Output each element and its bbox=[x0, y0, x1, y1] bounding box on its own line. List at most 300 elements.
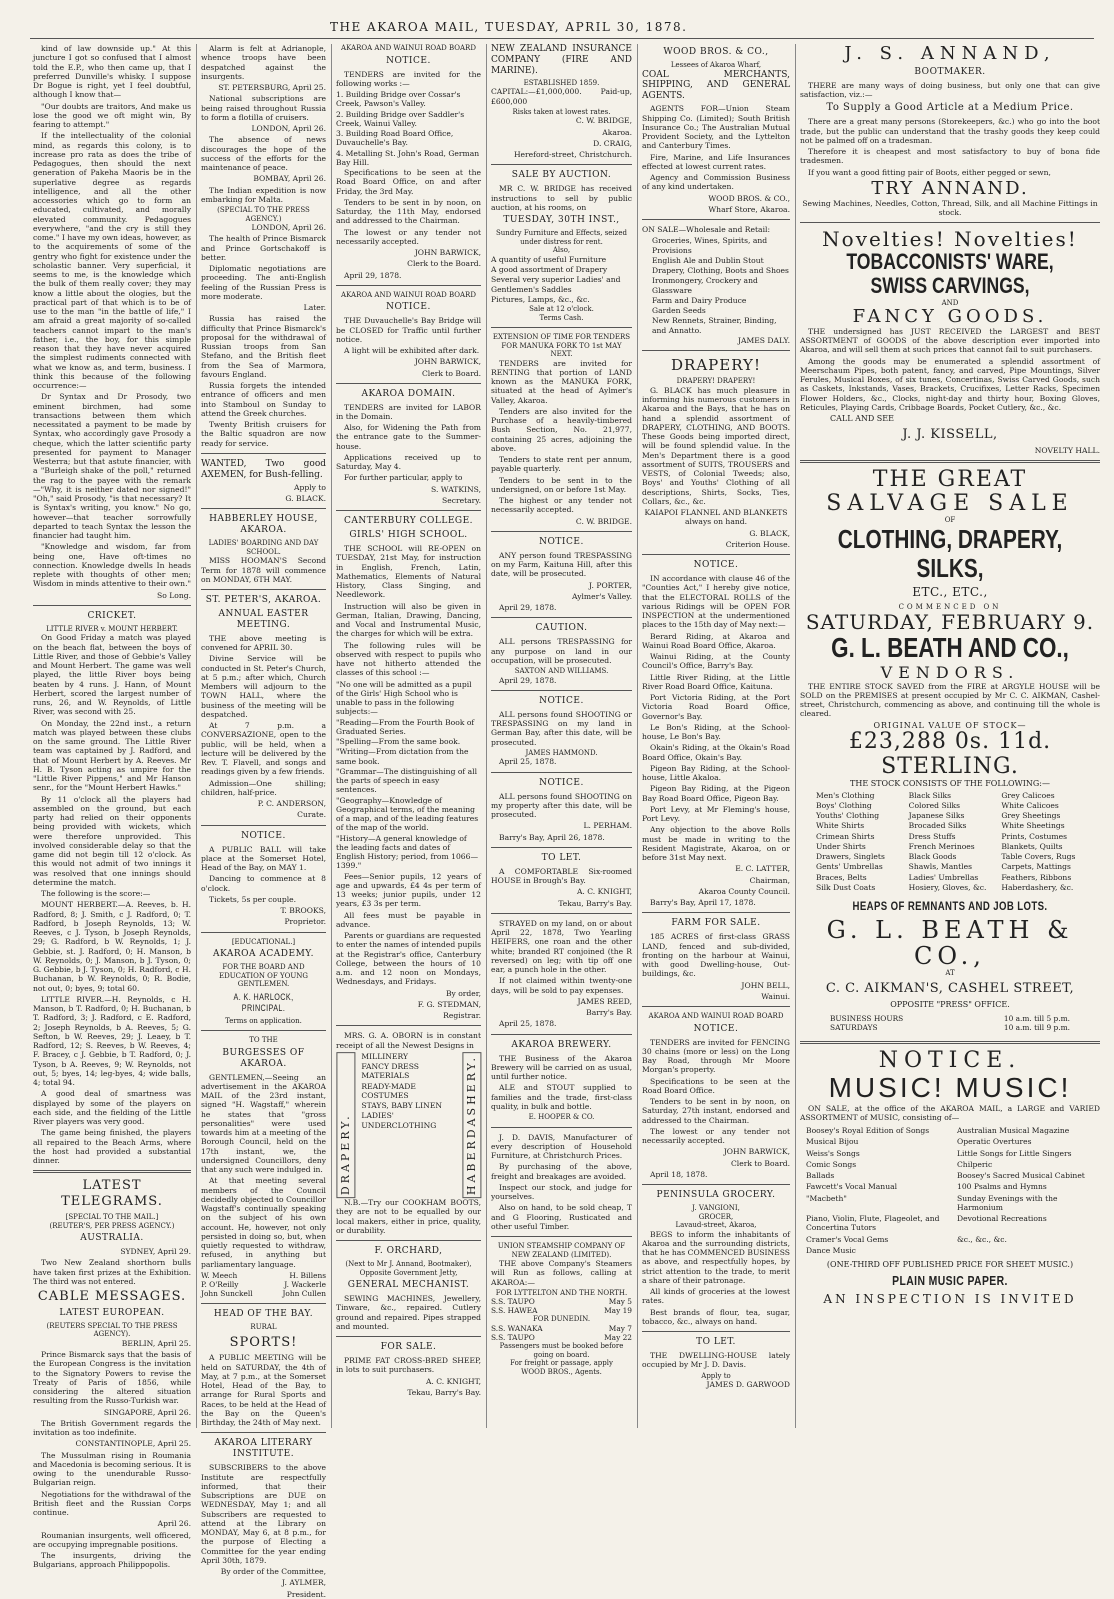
ad-text: ALL persons found SHOOTING or TRESPASSING on my land in German Bay, after this date, will be prosecuted. bbox=[491, 709, 632, 747]
stock-item: Haberdashery, &c. bbox=[1001, 882, 1074, 892]
inspection-heading: AN INSPECTION IS INVITED bbox=[823, 1291, 1077, 1306]
signatory-row bbox=[201, 1280, 326, 1289]
admission-rule: "Reading—From the Fourth Book of Graduated Series. bbox=[336, 717, 475, 736]
ad-text: The lowest or any tender not necessarily accepted. bbox=[336, 227, 481, 246]
fancy-goods-heading: FANCY GOODS. bbox=[852, 306, 1048, 328]
goods-item: English Ale and Dublin Stout bbox=[652, 255, 764, 265]
ad-text: Sundry Furniture and Effects, seized under distress for rent. bbox=[496, 229, 627, 246]
ad-text: At that meeting several members of the Council decidedly objected to Councillor Wagstaff's continually speaking on the subject of his own account. He, however, not only persisted in doing so, but, when quietly requested to withdraw, refused, in anything but parliamentary language. bbox=[201, 1176, 326, 1269]
signatory-name: John Cullen bbox=[282, 1288, 326, 1298]
ad-text: OF bbox=[944, 516, 956, 525]
ad-text: THE STOCK CONSISTS OF THE FOLLOWING:— bbox=[850, 778, 1050, 788]
ad-heading: AKAROA AND WAINUI ROAD BOARD bbox=[341, 44, 476, 52]
ad-text: THE Business of the Akaroa Brewery will be carried on as usual, until further notice. bbox=[491, 1053, 632, 1082]
stock-item: Blankets, Quilts bbox=[1001, 841, 1063, 851]
business-hours bbox=[800, 1010, 1100, 1036]
ad-text: ETC., ETC., bbox=[912, 585, 988, 600]
stock-item: White Sheetings bbox=[1001, 821, 1065, 831]
stock-item: Japanese Silks bbox=[908, 811, 965, 821]
ad-subheading: LADIES' BOARDING AND DAY SCHOOL. bbox=[208, 539, 319, 556]
divider bbox=[491, 772, 632, 773]
hours-row-cell: SATURDAYS bbox=[830, 1022, 878, 1032]
dateline: April 26. bbox=[157, 1519, 191, 1529]
haberdashery-vertical-label: HABERDASHERY. bbox=[462, 1052, 481, 1198]
tender-item: 2. Building Bridge over Saddler's Creek, Wainui Valley. bbox=[336, 109, 465, 128]
stock-item: Grey Sheetings bbox=[1001, 811, 1061, 821]
ad-headline: NEW ZEALAND INSURANCE COMPANY (FIRE AND MARINE). bbox=[491, 44, 632, 76]
sailing-row-cell: S.S. HAWEA bbox=[491, 1306, 538, 1316]
ad-text: Sewing Machines, Needles, Cotton, Thread, Silk, and all Machine Fittings in stock. bbox=[802, 198, 1098, 217]
divider bbox=[336, 383, 481, 384]
divider bbox=[336, 1025, 481, 1026]
music-item: Chilperic bbox=[957, 1159, 993, 1169]
signatory-name: J. Wackerle bbox=[284, 1279, 326, 1289]
ad-text: The lowest or any tender not necessarily accepted. bbox=[642, 1126, 790, 1146]
ad-text: BEGS to inform the inhabitants of Akaroa and the surrounding districts, that he has COMMENCED BUSINESS as above, and respectfully hopes, by strict attention to the trade, to merit a share of their patronage. bbox=[642, 1229, 790, 1285]
ad-text: Risks taken at lowest rates. bbox=[512, 107, 611, 116]
divider bbox=[33, 1170, 191, 1173]
special-label: [SPECIAL TO THE MAIL.] bbox=[65, 1212, 159, 1221]
ad-signature-role: Clerk to the Board. bbox=[407, 259, 481, 269]
riding-item: Pigeon Bay Riding, at the School-house, Little Akaloa. bbox=[642, 763, 790, 783]
ad-signature: JAMES REED, bbox=[577, 996, 632, 1006]
stock-item: Table Covers, Rugs bbox=[1001, 852, 1076, 862]
ad-date: April 25, 1878. bbox=[499, 757, 557, 767]
ad-text: For further particular, apply to bbox=[344, 473, 463, 483]
stock-item: White Shirts bbox=[816, 821, 865, 831]
news-item: The absence of news discourages the hope of the success of the efforts for the maintenance of peace. bbox=[201, 135, 326, 172]
ad-subheading: (Next to Mr J. Annand, Bootmaker), Opposite Government Jetty, bbox=[345, 1260, 472, 1277]
ad-signature: E. C. LATTER, bbox=[735, 864, 790, 874]
beath-heading: G. L. BEATH AND CO., bbox=[831, 632, 1069, 664]
goods-item: FANCY DRESS MATERIALS bbox=[361, 1062, 420, 1081]
ad-text: ANY person found TRESPASSING on my Farm, Kaituna Hill, after this date, will be prosecuted. bbox=[491, 550, 632, 579]
ad-date-line: TUESDAY, 30TH INST., bbox=[503, 215, 620, 226]
ad-signature: WOOD BROS. & CO., bbox=[708, 193, 790, 203]
divider bbox=[201, 932, 326, 933]
column-5 bbox=[639, 44, 793, 1428]
column-divider bbox=[486, 44, 487, 1428]
ad-text: Any objection to the above Rolls must be made in writing to the Resident Magistrate, Akaroa, on or before 31st May next. bbox=[642, 825, 790, 863]
ad-date: Barry's Bay, April 17, 1878. bbox=[650, 898, 756, 908]
ad-signature: C. W. BRIDGE. bbox=[575, 516, 632, 526]
music-item: Musical Bijou bbox=[806, 1137, 859, 1147]
ad-signature-role: Clerk to Board. bbox=[731, 1158, 790, 1168]
ad-text: THE above Company's Steamers will Run as follows, calling at AKAROA:— bbox=[491, 1259, 632, 1287]
divider bbox=[491, 913, 632, 914]
divider bbox=[336, 1336, 481, 1337]
great-heading: THE GREAT bbox=[872, 467, 1028, 493]
ad-date: Barry's Bay, April 26, 1878. bbox=[499, 832, 605, 842]
route-label: FOR LYTTELTON AND THE NORTH. bbox=[495, 1288, 628, 1297]
ad-location: Hereford-street, Christchurch. bbox=[513, 150, 632, 160]
music-item: Weiss's Songs bbox=[806, 1148, 860, 1158]
ad-heading: CANTERBURY COLLEGE. bbox=[343, 516, 474, 527]
ad-text: THE DWELLING-HOUSE lately occupied by Mr J. D. Davis. bbox=[642, 1351, 790, 1370]
stock-list bbox=[800, 789, 1100, 895]
ad-text: ALL persons TRESPASSING for any purpose on land in our occupation, will be prosecuted. bbox=[491, 637, 632, 665]
vendors-heading: VENDORS. bbox=[880, 663, 1020, 683]
music-item: Cramer's Vocal Gems bbox=[806, 1234, 889, 1244]
ad-subheading: Lessees of Akaroa Wharf, bbox=[670, 60, 762, 69]
ad-text: If you want a good fitting pair of Boots, either pegged or sewn, bbox=[808, 167, 1051, 177]
essay-signature: So Long. bbox=[157, 590, 191, 600]
sailing-row-cell: S.S. TAUPO bbox=[491, 1333, 535, 1343]
ad-text: PRIME FAT CROSS-BRED SHEEP, in lots to suit purchasers. bbox=[336, 1356, 481, 1375]
salvage-heading: SALVAGE SALE bbox=[826, 491, 1074, 517]
aikman-heading: C. C. AIKMAN'S, CASHEL STREET, bbox=[825, 981, 1075, 997]
goods-item: LADIES' UNDERCLOTHING bbox=[361, 1111, 437, 1130]
stock-item: Gents' Umbrellas bbox=[816, 862, 883, 872]
ad-signature-org: Akaroa County Council. bbox=[698, 886, 790, 896]
stock-item: Men's Clothing bbox=[816, 790, 875, 800]
ad-location: Wainui. bbox=[761, 991, 790, 1001]
stock-item: Under Shirts bbox=[816, 841, 866, 851]
cricket-paragraph: The following is the score:— bbox=[41, 889, 151, 898]
cricket-paragraph: LITTLE RIVER.—H. Reynolds, c H. Manson, b T. Radford, 0; H. Buchanan, b T. Radford, 3; J. Radford, c E. Radford, 2; Joseph Reynolds, b A. Reeves, 5; G. Sefton, b W. Reeves, 29; J. Leaey, b T. Radford, 12; S. Reeves, b W. Reeves, 4; F. Bracey, c J. Gebbie, b T. Radford, 0; J. Tyson, b A. Reeves, 9; W. Reynolds, not out, 5; byes, 14; leg-byes, 4; wide balls, 4; total 94. bbox=[33, 994, 191, 1087]
dateline: CONSTANTINOPLE, April 25. bbox=[75, 1439, 191, 1449]
sailing-row-cell: May 19 bbox=[604, 1306, 632, 1316]
ad-heading: ST. PETER'S, AKAROA. bbox=[205, 595, 322, 605]
goods-item: Groceries, Wines, Spirits, and Provisions bbox=[652, 236, 768, 255]
divider bbox=[491, 617, 632, 618]
dateline: BOMBAY, April 26. bbox=[253, 174, 326, 184]
ad-signature-role: Clerk to Board. bbox=[422, 368, 481, 378]
stock-item: Silk Dust Coats bbox=[816, 882, 876, 892]
ad-text: Apply to bbox=[701, 1371, 731, 1380]
ad-text: Also, for Widening the Path from the entrance gate to the Summer-house. bbox=[336, 423, 481, 451]
signatory-name: W. Meech bbox=[201, 1270, 238, 1280]
goods-item: READY-MADE COSTUMES bbox=[361, 1081, 416, 1100]
dateline: LONDON, April 26. bbox=[251, 124, 326, 133]
ad-text: Also on hand, to be sold cheap, T and G Flooring, Rusticated and other useful Timber. bbox=[491, 1203, 632, 1231]
ad-text: Admission—One shilling; children, half-price. bbox=[201, 778, 326, 797]
ad-text: THE Duvauchelle's Bay Bridge will be CLOSED for Traffic until further notice. bbox=[336, 316, 481, 344]
ad-text: Terms Cash. bbox=[539, 313, 584, 322]
column-divider bbox=[795, 44, 796, 1428]
ad-location: Criterion House. bbox=[725, 539, 790, 549]
essay-paragraph: kind of law downside up." At this juncture I got so confused that I almost told the E.P., who then came up, that I preferred Dunville's whisky. I suppose Dr Bogue is right, yet I feel doubtful, although I know that— bbox=[33, 44, 191, 100]
ad-location: Lavaud-street, Akaroa, bbox=[675, 1221, 757, 1230]
australia-heading: AUSTRALIA. bbox=[80, 1233, 144, 1244]
ad-subheading: DRAPERY! DRAPERY! bbox=[676, 377, 756, 386]
ad-text: Tenders to be sent in to the undersigned, on or before 1st May. bbox=[491, 475, 632, 494]
music-item: Fawcett's Vocal Manual bbox=[806, 1182, 898, 1192]
ad-text: The highest or any tender not necessarily accepted. bbox=[491, 496, 632, 515]
ad-text: 185 ACRES of first-class GRASS LAND, fenced and sub-divided, fronting on the harbour at Wainui, with good Dwelling-house, Out-buildings, &c. bbox=[642, 932, 790, 979]
cricket-subheading: LITTLE RIVER v. MOUNT HERBERT. bbox=[46, 624, 178, 633]
riding-item: Berard Riding, at Akaroa and Wainui Road Board Office, Akaroa. bbox=[642, 631, 790, 650]
ad-subheading: RURAL bbox=[250, 1322, 277, 1331]
ad-text: ALE and STOUT supplied to families and the trade, first-class quality, in bulk and bottle. bbox=[491, 1083, 632, 1111]
ad-text: If not claimed within twenty-one days, will be sold to pay expenses. bbox=[491, 976, 632, 995]
ad-signature-role: Proprietor. bbox=[284, 917, 326, 927]
ad-text: AND bbox=[941, 298, 959, 307]
ad-subheading: FOR THE BOARD AND EDUCATION OF YOUNG GENTLEMEN. bbox=[219, 963, 308, 989]
oborn-box bbox=[336, 1052, 481, 1198]
ad-signature: P. C. ANDERSON, bbox=[257, 799, 326, 809]
notice-heading: NOTICE. bbox=[878, 1047, 1022, 1073]
ad-signature: JOHN BARWICK, bbox=[414, 357, 481, 367]
ad-text: MR C. W. BRIDGE has received instructions to sell by public auction, at his rooms, on bbox=[491, 184, 632, 212]
cable-heading: CABLE MESSAGES. bbox=[37, 1289, 187, 1304]
ad-location: NOVELTY HALL. bbox=[1034, 445, 1100, 455]
ad-signature-role: Registrar. bbox=[443, 1011, 481, 1021]
music-item: Little Songs for Little Singers bbox=[957, 1148, 1072, 1158]
divider bbox=[642, 350, 790, 351]
stock-item: Grey Calicoes bbox=[1001, 790, 1055, 800]
ridings-list bbox=[642, 632, 790, 824]
ad-text: A PUBLIC BALL will take place at the Somerset Hotel, Head of the Bay, on MAY 1. bbox=[201, 844, 326, 873]
ad-signature: S. WATKINS, bbox=[431, 484, 481, 494]
ad-signature: G. BLACK, bbox=[749, 528, 790, 538]
divider bbox=[201, 1030, 326, 1031]
ad-text: Best brands of flour, tea, sugar, tobacco, &c., always on hand. bbox=[642, 1307, 790, 1326]
music-item: Comic Songs bbox=[806, 1159, 857, 1169]
ad-signature-role: President. bbox=[286, 1589, 326, 1599]
signatories bbox=[201, 1271, 326, 1298]
sailings-north bbox=[491, 1297, 632, 1315]
ad-text: The following rules will be observed with respect to pupils who have not hitherto attended the classes of this school :— bbox=[336, 640, 481, 678]
ad-text: SUBSCRIBERS to the above Institute are respectfully informed, that their Subscriptions are DUE on WEDNESDAY, May 1; and all Subscribers are requested to attend at the Library on MONDAY, May 6, at 8 p.m., for the purpose of Electing a Committee for the year ending April 30th, 1879. bbox=[201, 1463, 326, 1565]
ad-text: Tenders to state rent per annum, payable quarterly. bbox=[491, 455, 632, 474]
ad-text: COMMENCED ON bbox=[898, 602, 1002, 611]
ad-signature-role: Tekau, Barry's Bay. bbox=[407, 1387, 481, 1397]
ad-text: Tenders are also invited for the Purchase of a heavily-timbered Bush Section, No. 21,977, containing 25 acres, adjoining the above. bbox=[491, 406, 632, 453]
ad-text: There are a great many persons (Storekeepers, &c.) who go into the boot trade, but the public can understand that the trashy goods they keep could not be palmed off on a tradesman. bbox=[800, 117, 1100, 145]
stock-item: French Merinoes bbox=[908, 841, 975, 851]
ad-signature: JOHN BARWICK, bbox=[414, 248, 481, 257]
page-title: THE AKAROA MAIL, TUESDAY, APRIL 30, 1878. bbox=[330, 20, 688, 34]
stock-item: Shawls, Mantles bbox=[908, 862, 972, 872]
ad-signature: T. BROOKS, bbox=[280, 906, 326, 916]
auction-item: Several very superior Ladies' and Gentlemen's Saddles bbox=[491, 275, 621, 294]
divider bbox=[642, 219, 790, 220]
admission-rule: "Geography—Knowledge of Geographical terms, of the meaning of a map, and of the leading features of the map of the world. bbox=[336, 795, 479, 833]
admission-rules bbox=[336, 680, 481, 871]
ad-headline: ON SALE—Wholesale and Retail: bbox=[642, 225, 770, 235]
ad-heading: GENERAL MECHANIST. bbox=[347, 1280, 470, 1291]
music-list bbox=[800, 1124, 1100, 1257]
signatory-name: John Sunckell bbox=[201, 1288, 253, 1298]
ad-signature: G. BLACK. bbox=[285, 494, 326, 503]
column-4 bbox=[488, 44, 635, 1428]
music-item: Boosey's Royal Edition of Songs bbox=[806, 1126, 930, 1136]
music-item: Piano, Violin, Flute, Flageolet, and Concertina Tutors bbox=[806, 1214, 940, 1233]
ad-text: AGENTS FOR—Union Steam Shipping Co. (Limited); South British Insurance Co.; The Australian Mutual Provident Society, and the Lyttelton and Canterbury Times. bbox=[642, 104, 790, 151]
ad-signature: WOOD BROS., Agents. bbox=[521, 1367, 602, 1376]
divider bbox=[642, 554, 790, 555]
hours-row bbox=[830, 1014, 1070, 1023]
plain-paper-heading: PLAIN MUSIC PAPER. bbox=[892, 1272, 1008, 1288]
tobacconists-heading: TOBACCONISTS' WARE, SWISS CARVINGS, bbox=[846, 249, 1054, 299]
ad-heading: ANNUAL EASTER MEETING. bbox=[218, 608, 309, 630]
stock-item: Hosiery, Gloves, &c. bbox=[908, 882, 987, 892]
ad-heading: AKAROA LITERARY INSTITUTE. bbox=[214, 1438, 313, 1460]
ad-signature: C. W. BRIDGE, bbox=[575, 116, 632, 126]
ad-text: For freight or passage, apply bbox=[510, 1359, 613, 1368]
ad-text: Instruction will also be given in German, Italian, Drawing, Dancing, and Vocal and Instrumental Music, the charges for which will be extra. bbox=[336, 601, 481, 639]
ad-heading: FOR SALE. bbox=[380, 1342, 437, 1353]
ad-signature: SAXTON AND WILLIAMS. bbox=[514, 667, 609, 676]
divider bbox=[642, 1184, 790, 1185]
ad-text: CALL AND SEE bbox=[830, 414, 894, 424]
notice-heading: NOTICE. bbox=[539, 777, 584, 788]
ad-text: STRAYED on my land, on or about April 22, 1878, Two Yearling HEIFERS, one roan and the other white; branded RT conjoined (the R reversed) on leg; with tip off one ear, a punch hole in the other. bbox=[491, 918, 632, 975]
news-item: Negotiations for the withdrawal of the British fleet and the Russian Corps continue. bbox=[33, 1489, 191, 1518]
tender-item: 4. Metalling St. John's Road, German Bay Hill. bbox=[336, 148, 480, 167]
divider bbox=[800, 222, 1100, 223]
notice-heading: NOTICE. bbox=[539, 695, 584, 706]
ad-signature: D. CRAIG, bbox=[593, 138, 632, 148]
ad-text: TENDERS are invited for FENCING 30 chains (more or less) on the Long Bay Road, through Mr Moore Morgan's property. bbox=[642, 1037, 790, 1075]
tender-item: 1. Building Bridge over Cossar's Creek, Pawson's Valley. bbox=[336, 90, 461, 109]
divider bbox=[491, 1034, 632, 1035]
ad-text: A PUBLIC MEETING will be held on SATURDAY, the 4th of May, at 7 p.m., at the Somerset Hotel, Head of the Bay, to arrange for Rural Sports and Races, to be held at the Head of the Bay on the Queen's Birthday, the 24th of May next. bbox=[201, 1353, 326, 1428]
drapery-vertical-label: DRAPERY. bbox=[336, 1052, 355, 1198]
drapery-heading: DRAPERY! bbox=[671, 356, 761, 375]
news-item: Two New Zealand shorthorn bulls have taken first prizes at the Exhibition. The third was not entered. bbox=[33, 1258, 191, 1286]
ad-text: Specifications to be seen at the Road Board Office, on and after Friday, the 3rd May. bbox=[336, 168, 481, 196]
sterling-value: £23,288 0s. 11d. STERLING. bbox=[848, 729, 1052, 779]
reuter-label: (REUTER'S, PER PRESS AGENCY.) bbox=[49, 1221, 175, 1230]
beath-heading: G. L. BEATH & CO., bbox=[826, 915, 1074, 971]
column-6 bbox=[797, 44, 1103, 1428]
ad-headline: WANTED, Two good AXEMEN, for Bush-felling. bbox=[201, 458, 326, 480]
divider bbox=[491, 531, 632, 532]
ad-text: TENDERS are invited for RENTING that portion of LAND known as the MANUKA FORK, situated at the head of Aylmer's Valley, Akaroa. bbox=[491, 358, 632, 405]
ad-date: April 25, 1878. bbox=[499, 1019, 557, 1029]
divider bbox=[33, 605, 191, 606]
ad-heading: AKAROA ACADEMY. bbox=[213, 949, 314, 960]
ad-heading: PENINSULA GROCERY. bbox=[656, 1190, 776, 1201]
try-annand: TRY ANNAND. bbox=[871, 177, 1029, 199]
stock-item: Black Silks bbox=[908, 790, 952, 800]
notice-heading: NOTICE. bbox=[693, 1023, 739, 1034]
ad-text: OPPOSITE "PRESS" OFFICE. bbox=[890, 999, 1010, 1009]
stock-item: Brocaded Silks bbox=[908, 821, 967, 831]
ad-heading: SALE BY AUCTION. bbox=[511, 170, 612, 181]
ad-signature: JAMES HAMMOND. bbox=[525, 748, 598, 757]
ad-text: Applications received up to Saturday, May 4. bbox=[336, 452, 481, 472]
ad-text: CAPITAL:—£1,000,000. Paid-up, £600,000 bbox=[491, 87, 632, 106]
ad-signature: J. AYLMER, bbox=[282, 1578, 326, 1588]
music-item: Ballads bbox=[806, 1171, 835, 1181]
ad-text: THE above meeting is convened for APRIL 30. bbox=[201, 633, 326, 653]
stock-item: Carpets, Mattings bbox=[1001, 862, 1071, 872]
ad-heading: TO LET. bbox=[541, 852, 582, 863]
ad-text: Also, bbox=[552, 246, 571, 255]
route-label: FOR DUNEDIN. bbox=[532, 1315, 591, 1324]
ad-text: G. BLACK has much pleasure in informing his numerous customers in Akaroa and the Bays, that he has on hand a splendid assortment of DRAPERY, CLOTHING, AND BOOTS. These Goods being imported direct, will be found splendid value. In the Men's Department there is a good assortment of SUITS, TROUSERS and VESTS, of Colonial Tweeds; also, Boys' and Youths' Clothing of all descriptions, Shirts, Socks, Ties, Collars, &c., &c. bbox=[642, 385, 790, 506]
ad-signature: JOHN BARWICK, bbox=[723, 1147, 790, 1157]
column-divider bbox=[196, 44, 197, 1428]
sailing-row-cell: May 7 bbox=[608, 1324, 632, 1333]
ad-heading: AKAROA DOMAIN. bbox=[361, 388, 456, 399]
column-3 bbox=[333, 44, 484, 1428]
signatory-name: H. Billens bbox=[289, 1270, 326, 1280]
ad-text: Parents or guardians are requested to enter the names of intended pupils at the Registrar's office, Canterbury College, between the hours of 10 a.m. and 12 noon on Mondays, Wednesdays, and Fridays. bbox=[336, 931, 481, 987]
column-1 bbox=[30, 44, 194, 1570]
ad-heading: FARM FOR SALE. bbox=[671, 918, 761, 929]
ad-text: MRS. G. A. OBORN is in constant receipt of all the Newest Designs in bbox=[336, 1031, 481, 1050]
ad-signature-role: Secretary. bbox=[442, 495, 481, 505]
music-item: Dance Music bbox=[806, 1245, 856, 1255]
divider bbox=[642, 1331, 790, 1332]
divider bbox=[800, 460, 1100, 463]
news-item: The Indian expedition is now embarking for Malta. bbox=[201, 185, 326, 204]
divider bbox=[491, 1127, 632, 1128]
saturday-heading: SATURDAY, FEBRUARY 9. bbox=[805, 610, 1095, 635]
ad-text: THERE are many ways of doing business, but only one that can give satisfaction, viz.:— bbox=[800, 80, 1100, 100]
ad-text: THE ENTIRE STOCK SAVED from the FIRE at ARGYLE HOUSE will be SOLD on the PREMISES at present occupied by Mr C. C. AIKMAN, Cashel-street, Christchurch, commencing as above, and continuing till the whole is cleared. bbox=[800, 681, 1100, 719]
cricket-paragraph: On Monday, the 22nd inst., a return match was played between these clubs on the same ground. The Little River team was captained by J. Radford, and that of Mount Herbert by A. Reeves. Mr H. B. Tyson acting as umpire for the "Little River Pippens," and Mr Hanson senr., for the "Mount Herbert Hawks." bbox=[33, 718, 191, 793]
ad-text: Fees—Senior pupils, 12 years of age and upwards, £4 4s per term of 13 weeks; junior pupils, under 12 years, £3 3s per term. bbox=[336, 871, 481, 909]
ad-text: THE undersigned has JUST RECEIVED the LARGEST and BEST ASSORTMENT of GOODS of the above description ever imported into Akaroa, and will sell them at such prices that cannot fail to suit purchasers. bbox=[800, 326, 1100, 355]
ad-text: Among the goods may be enumerated a splendid assortment of Meerschaum Pipes, both patent, fancy, and carved, Pipe Mountings, Silver Ferules, Musical Boxes, of six tunes, Concertinas, Swiss Carved Goods, such as Caskets, Inkstands, Vases, Brackets, Crucifixes, Letter Racks, Specimen Flower Holders, &c., Clocks, night-day and thirty hour, Boxing Gloves, Reticules, Playing Cards, Cribbage Boards, Pocket Cutlery, &c., &c. bbox=[800, 356, 1100, 412]
divider bbox=[491, 847, 632, 848]
clothing-heading: CLOTHING, DRAPERY, SILKS, bbox=[837, 523, 1063, 583]
dateline: SINGAPORE, April 26. bbox=[103, 1407, 191, 1417]
ad-text: J. D. DAVIS, Manufacturer of every description of Household Furniture, at Christchurch Prices. bbox=[491, 1132, 632, 1161]
reuter-label: (REUTERS SPECIAL TO THE PRESS AGENCY). bbox=[46, 1321, 178, 1339]
ad-text: At 7 p.m. a CONVERSAZIONE, open to the public, will be held, when a lecture will be delivered by the Rev. T. Flavell, and songs and readings given by a few friends. bbox=[201, 721, 326, 777]
ad-text: KAIAPOI FLANNEL AND BLANKETS always on hand. bbox=[644, 508, 788, 527]
tender-list bbox=[336, 90, 481, 167]
news-item: The British Government regards the invitation as too indefinite. bbox=[33, 1418, 191, 1438]
goods-item: Farm and Dairy Produce bbox=[652, 295, 747, 305]
column-divider bbox=[637, 44, 638, 1428]
divider bbox=[201, 825, 326, 826]
stock-item: Boys' Clothing bbox=[816, 800, 872, 810]
dateline: SYDNEY, April 29. bbox=[120, 1247, 191, 1256]
riding-item: Little River Riding, at the Little River Road Board Office, Kaituna. bbox=[642, 672, 790, 691]
music-item bbox=[957, 1246, 1094, 1255]
ad-date: April 29, 1878. bbox=[344, 270, 402, 280]
divider bbox=[336, 1240, 481, 1241]
ad-text: ON SALE, at the office of the AKAROA MAIL, a LARGE and VARIED ASSORTMENT of MUSIC, consisting of— bbox=[800, 1103, 1100, 1122]
sailing-row-cell: S.S. WANAKA bbox=[491, 1324, 543, 1333]
music-item: 100 Psalms and Hymns bbox=[957, 1182, 1047, 1192]
news-item: Roumanian insurgents, well officered, are occupying impregnable positions. bbox=[33, 1530, 191, 1549]
ad-slogan: To Supply a Good Article at a Medium Price. bbox=[826, 102, 1074, 114]
divider bbox=[800, 1041, 1100, 1044]
notice-heading: NOTICE. bbox=[386, 302, 431, 313]
news-item: Twenty British cruisers for the Baltic squadron are now ready for service. bbox=[201, 420, 326, 448]
masthead bbox=[0, 0, 1114, 40]
stock-item: Drawers, Singlets bbox=[816, 852, 885, 862]
signatory-row bbox=[201, 1289, 326, 1298]
stock-item: Prints, Costumes bbox=[1001, 831, 1067, 841]
ad-text: THE SCHOOL will RE-OPEN on TUESDAY, 21st May, for instruction in English, French, Latin, Mathematics, Elements of Natural History, Class Singing, and Needlework. bbox=[336, 544, 481, 600]
auction-item: A good assortment of Drapery bbox=[491, 265, 608, 274]
ad-text: Divine Service will be conducted in St. Peter's Church, at 5 p.m.; after which, Church Members will adjourn to the TOWN HALL, where the business of the meeting will be despatched. bbox=[201, 654, 326, 719]
news-item: Russia forgets the intended entrance of officers and men into Stamboul on Sunday to attend the Greek churches. bbox=[201, 381, 326, 418]
cricket-paragraph: On Good Friday a match was played on the beach flat, between the boys of Little River, and those of Gebbie's Valley and Mount Herbert. The game was well played, the little River boys being beaten by 4 runs. J. Hann, of Mount Herbert, scored the largest number of runs, 26, and W. Reynolds, of Little River, was second with 25. bbox=[33, 633, 191, 717]
ad-text: All fees must be payable in advance. bbox=[336, 910, 481, 929]
admission-rule: "Grammar—The distinguishing of all the parts of speech in easy sentences. bbox=[336, 766, 478, 795]
annand-heading: J. S. ANNAND, bbox=[844, 43, 1056, 64]
admission-rule: "Spelling—From the same book. bbox=[336, 737, 461, 747]
special-label: (SPECIAL TO THE PRESS AGENCY.) bbox=[217, 206, 310, 223]
ad-heading: HEAD OF THE BAY. bbox=[213, 1309, 314, 1319]
signatory-name: P. O'Reilly bbox=[201, 1279, 239, 1289]
goods-list bbox=[361, 1052, 455, 1198]
hours-row bbox=[830, 1023, 1070, 1032]
stock-item: Colored Silks bbox=[908, 800, 960, 810]
music-heading: MUSIC! MUSIC! bbox=[828, 1071, 1072, 1103]
admission-rule: "Writing—From dictation from the same book. bbox=[336, 747, 469, 766]
